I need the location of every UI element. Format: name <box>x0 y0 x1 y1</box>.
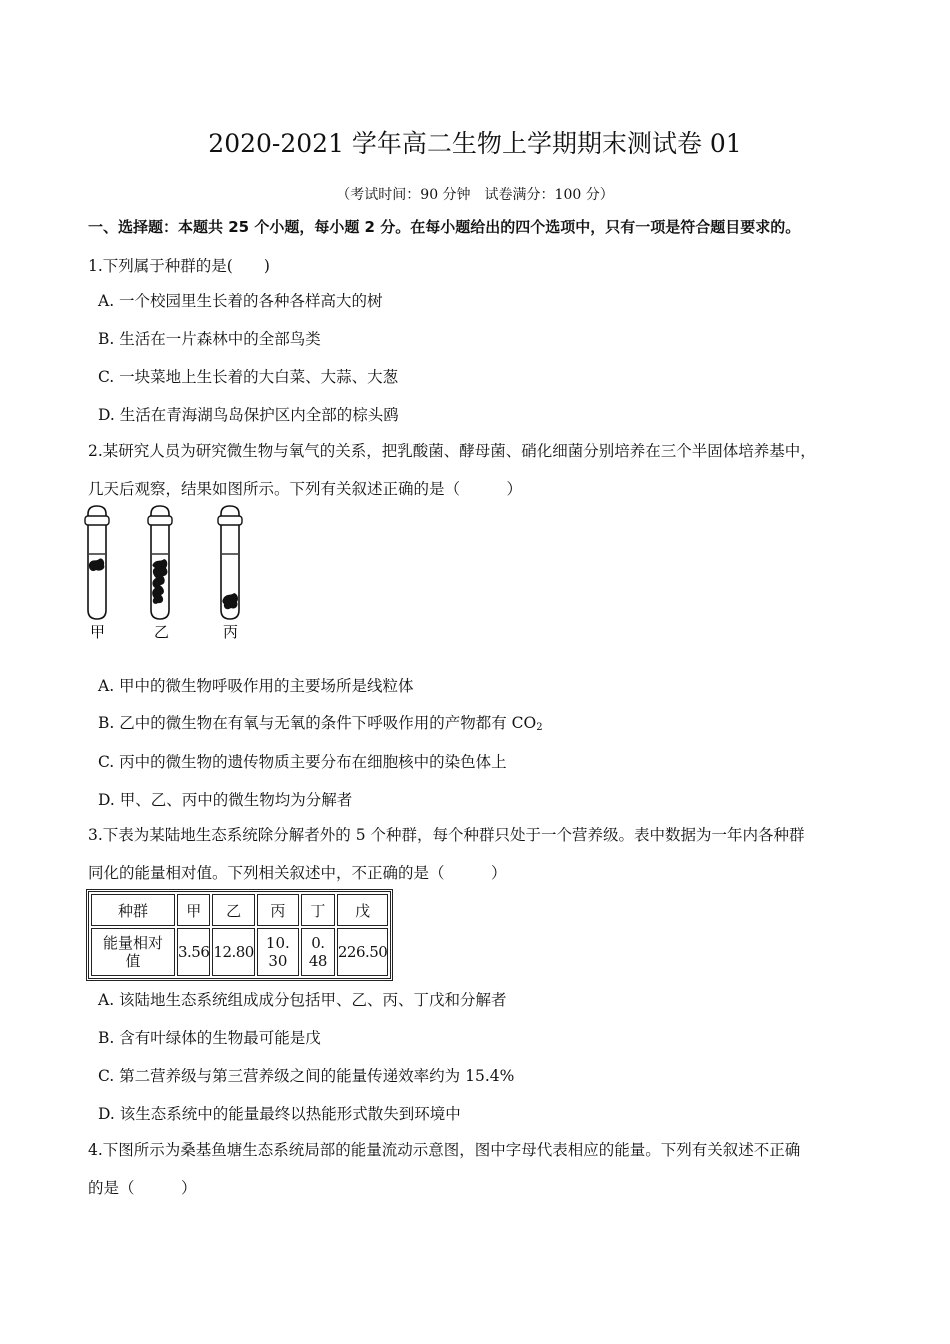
table-header-cell: 丁 <box>301 894 335 926</box>
cell-line1: 10. <box>265 934 290 952</box>
section-heading: 一、选择题：本题共 25 个小题，每小题 2 分。在每小题给出的四个选项中，只有一项是符合题目要求的。 <box>88 218 801 236</box>
test-tubes-figure <box>80 502 260 647</box>
q2-stem-line1: 2.某研究人员为研究微生物与氧气的关系，把乳酸菌、酵母菌、硝化细菌分别培养在三个半固体培养基中， <box>88 442 816 460</box>
tube-label-yi: 乙 <box>154 623 170 641</box>
q1-option-a: A. 一个校园里生长着的各种各样高大的树 <box>98 292 383 310</box>
q1-option-d: D. 生活在青海湖鸟岛保护区内全部的棕头鸥 <box>98 406 399 424</box>
q2-option-c: C. 丙中的微生物的遗传物质主要分布在细胞核中的染色体上 <box>98 753 507 771</box>
tube-label-bing: 丙 <box>223 623 239 641</box>
table-header-cell: 戊 <box>337 894 389 926</box>
q1-stem: 1.下列属于种群的是( ) <box>88 257 270 275</box>
table-row-label <box>91 928 175 976</box>
q1-option-c: C. 一块菜地上生长着的大白菜、大蒜、大葱 <box>98 368 399 386</box>
table-cell: 0. 48 <box>301 928 335 976</box>
q2-option-b <box>98 711 543 733</box>
row-label-line1: 能量相对 <box>102 934 163 952</box>
q3-stem-line1: 3.下表为某陆地生态系统除分解者外的 5 个种群，每个种群只处于一个营养级。表中数据为一年内各种群 <box>88 826 805 844</box>
q4-stem-line2: 的是（ ） <box>88 1179 197 1197</box>
table-header-cell: 丙 <box>257 894 299 926</box>
q4-stem-line1: 4.下图所示为桑基鱼塘生态系统局部的能量流动示意图，图中字母代表相应的能量。下列有关叙述不正确 <box>88 1141 801 1159</box>
q2-option-b-text: B. 乙中的微生物在有氧与无氧的条件下呼吸作用的产物都有 CO <box>98 714 537 732</box>
test-tube-bing <box>218 506 242 619</box>
q2-option-a: A. 甲中的微生物呼吸作用的主要场所是线粒体 <box>98 677 414 695</box>
page-title: 2020-2021 学年高二生物上学期期末测试卷 01 <box>208 129 742 158</box>
q3-option-a: A. 该陆地生态系统组成成分包括甲、乙、丙、丁戊和分解者 <box>98 991 507 1009</box>
q3-option-d: D. 该生态系统中的能量最终以热能形式散失到环境中 <box>98 1105 461 1123</box>
test-tube-jia <box>85 506 109 619</box>
q2-stem-line2: 几天后观察，结果如图所示。下列有关叙述正确的是（ ） <box>88 480 523 498</box>
table-row <box>91 928 388 976</box>
table-header-cell: 甲 <box>177 894 210 926</box>
cell-line2: 30 <box>268 952 288 970</box>
test-tube-yi <box>148 506 172 619</box>
table-cell: 3.56 <box>177 928 210 976</box>
q3-option-c: C. 第二营养级与第三营养级之间的能量传递效率约为 15.4% <box>98 1067 515 1085</box>
q1-option-b: B. 生活在一片森林中的全部鸟类 <box>98 330 321 348</box>
population-energy-table <box>86 889 393 981</box>
q3-stem-line2: 同化的能量相对值。下列相关叙述中，不正确的是（ ） <box>88 864 507 882</box>
table-cell <box>257 928 299 976</box>
table-header-row <box>91 894 388 926</box>
exam-info: （考试时间：90 分钟 试卷满分：100 分） <box>336 187 614 203</box>
q2-option-b-subscript: 2 <box>536 722 543 733</box>
table-cell: 12.80 <box>212 928 254 976</box>
tube-label-jia: 甲 <box>90 623 106 641</box>
table-header-cell: 种群 <box>91 894 175 926</box>
table-cell: 226.50 <box>337 928 389 976</box>
table-header-cell: 乙 <box>212 894 254 926</box>
q2-option-d: D. 甲、乙、丙中的微生物均为分解者 <box>98 791 353 809</box>
q3-option-b: B. 含有叶绿体的生物最可能是戊 <box>98 1029 321 1047</box>
row-label-line2: 值 <box>125 952 141 970</box>
